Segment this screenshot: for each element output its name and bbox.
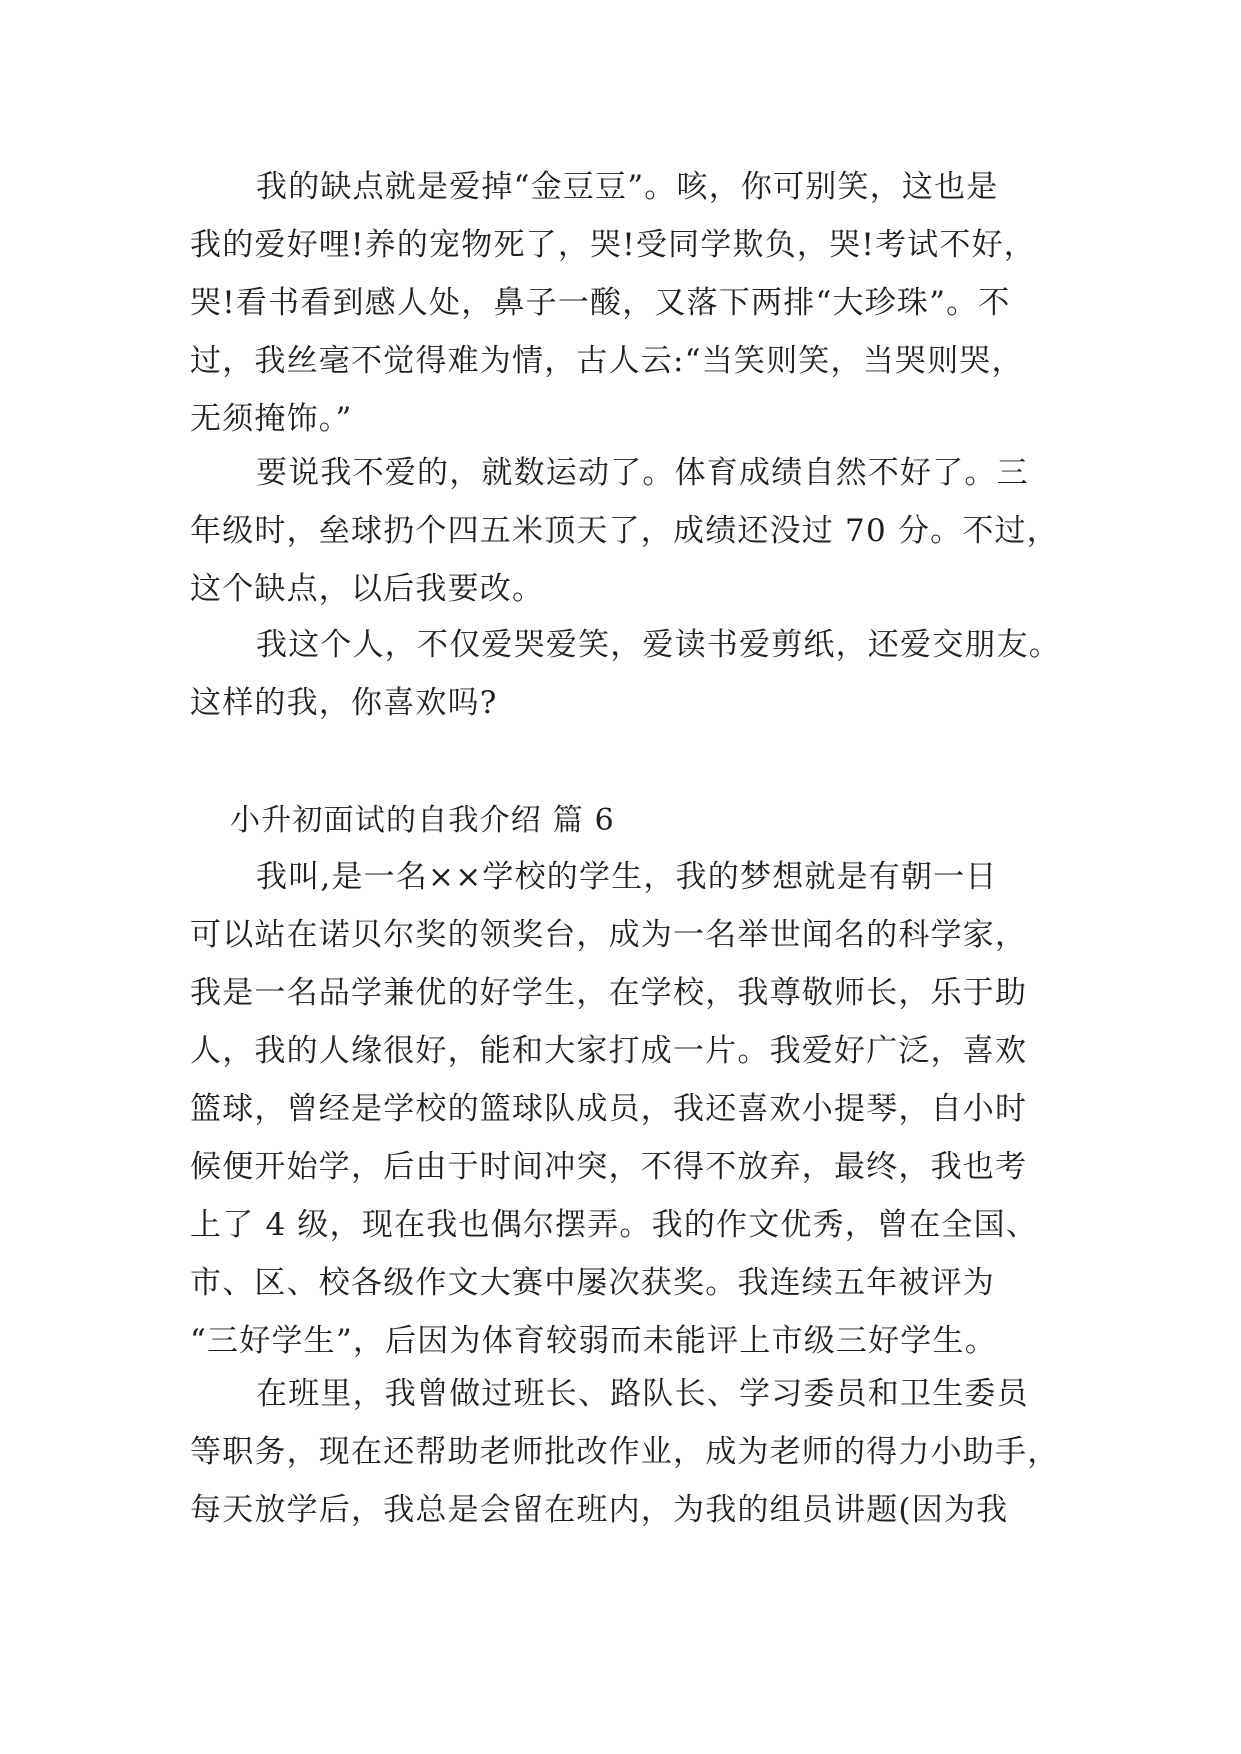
text-line: 在班里，我曾做过班长、路队长、学习委员和卫生委员 bbox=[256, 1376, 1029, 1412]
section-heading bbox=[190, 792, 1060, 850]
text-line: 市、区、校各级作文大赛中屡次获奖。我连续五年被评为 bbox=[190, 1265, 995, 1301]
text-line: 这个缺点，以后我要改。 bbox=[190, 571, 545, 607]
text-line: 我叫,是一名××学校的学生，我的梦想就是有朝一日 bbox=[256, 859, 998, 895]
text-line: 等职务，现在还帮助老师批改作业，成为老师的得力小助手， bbox=[190, 1434, 1060, 1470]
paragraph-sports bbox=[190, 444, 1060, 618]
text-line: 上了 4 级，现在我也偶尔摆弄。我的作文优秀，曾在全国、 bbox=[190, 1207, 1039, 1243]
text-line: 年级时，垒球扔个四五米顶天了，成绩还没过 70 分。不过， bbox=[190, 513, 1059, 549]
text-line: 人，我的人缘很好，能和大家打成一片。我爱好广泛，喜欢 bbox=[190, 1033, 1028, 1069]
text-line: 我的爱好哩!养的宠物死了，哭!受同学欺负，哭!考试不好， bbox=[190, 227, 1036, 263]
text-line: 篮球，曾经是学校的篮球队成员，我还喜欢小提琴，自小时 bbox=[190, 1091, 1028, 1127]
text-line: 可以站在诺贝尔奖的领奖台，成为一名举世闻名的科学家， bbox=[190, 917, 1028, 953]
section-title: 小升初面试的自我介绍 篇 6 bbox=[230, 803, 615, 838]
paragraph-introduction bbox=[190, 848, 1060, 1370]
text-line: 这样的我，你喜欢吗? bbox=[190, 685, 498, 721]
text-line: 每天放学后，我总是会留在班内，为我的组员讲题(因为我 bbox=[190, 1492, 1009, 1528]
paragraph-crying bbox=[190, 158, 1060, 448]
text-line: 我这个人，不仅爱哭爱笑，爱读书爱剪纸，还爱交朋友。 bbox=[256, 627, 1061, 663]
text-line: 我的缺点就是爱掉“金豆豆”。咳，你可别笑，这也是 bbox=[256, 169, 999, 205]
paragraph-summary bbox=[190, 616, 1060, 732]
text-line: 我是一名品学兼优的好学生，在学校，我尊敬师长，乐于助 bbox=[190, 975, 1028, 1011]
text-line: 过，我丝毫不觉得难为情，古人云:“当笑则笑，当哭则哭， bbox=[190, 343, 1024, 379]
text-line: “三好学生”，后因为体育较弱而未能评上市级三好学生。 bbox=[190, 1323, 997, 1359]
paragraph-class-duties bbox=[190, 1365, 1060, 1539]
text-line: 候便开始学，后由于时间冲突，不得不放弃，最终，我也考 bbox=[190, 1149, 1028, 1185]
text-line: 哭!看书看到感人处，鼻子一酸，又落下两排“大珍珠”。不 bbox=[190, 285, 1011, 321]
text-line: 无须掩饰。” bbox=[190, 401, 353, 437]
text-line: 要说我不爱的，就数运动了。体育成绩自然不好了。三 bbox=[256, 455, 1029, 491]
